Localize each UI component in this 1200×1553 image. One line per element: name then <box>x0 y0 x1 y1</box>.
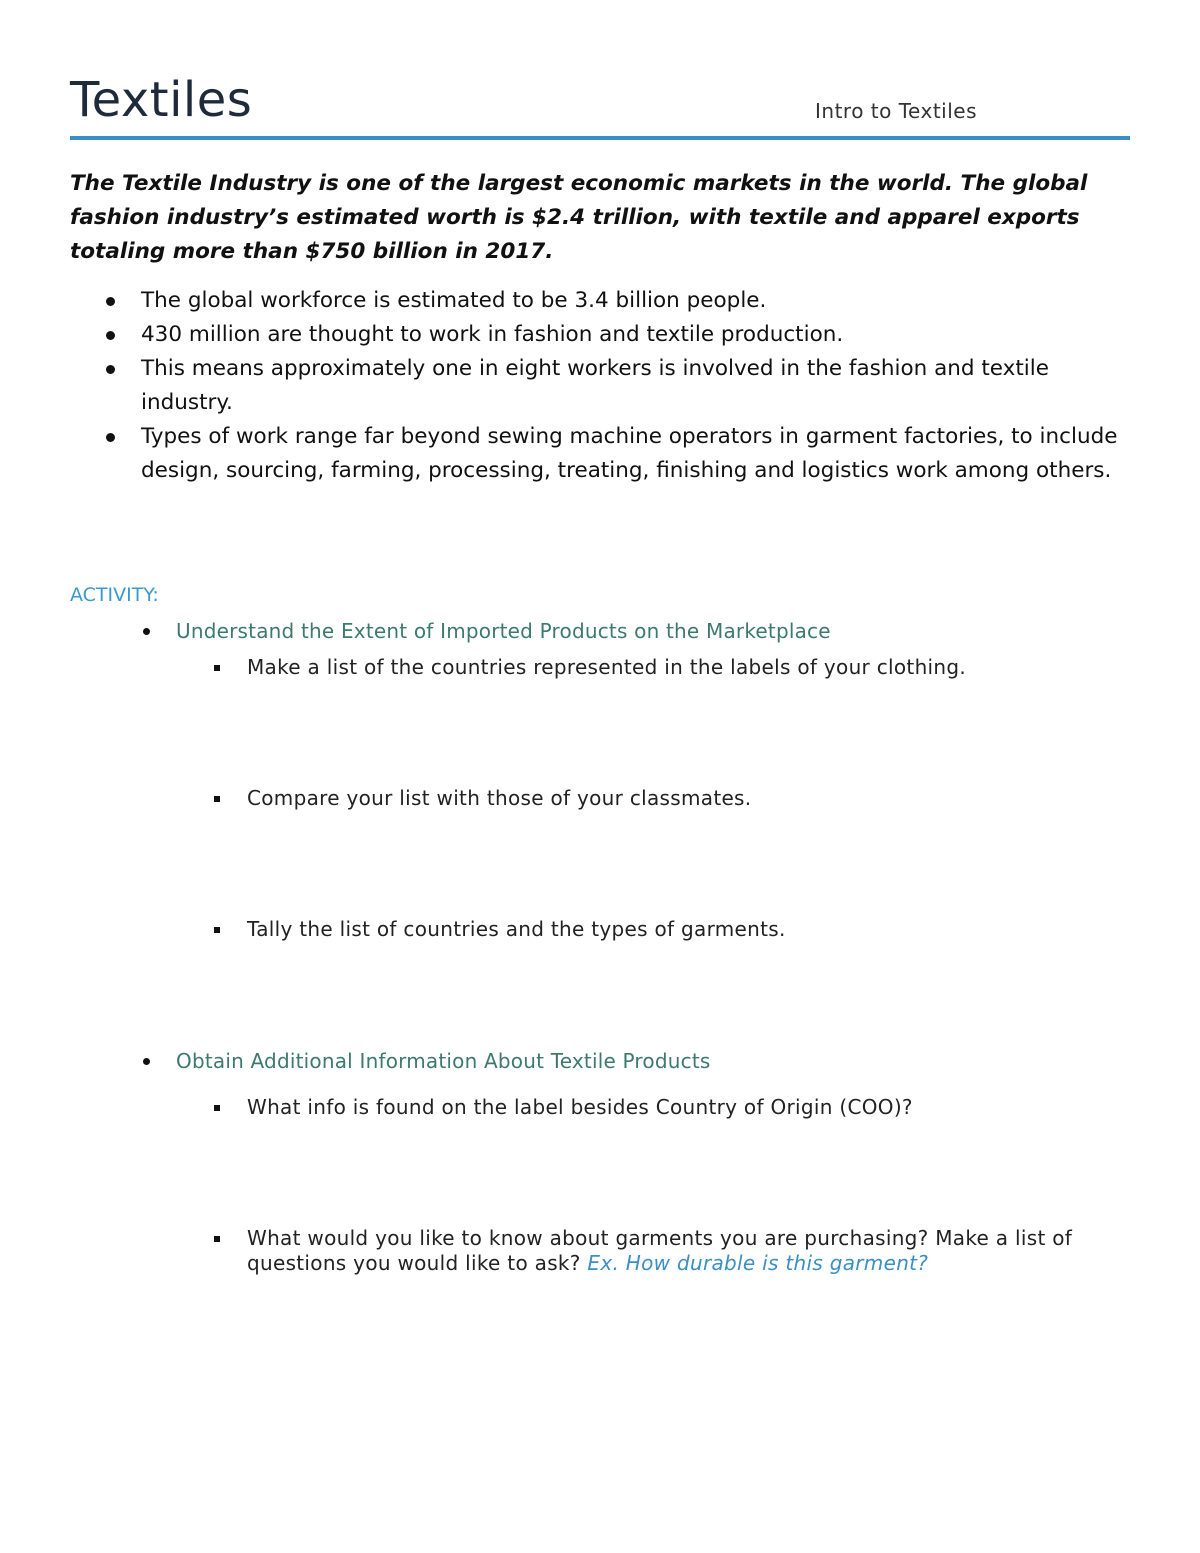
task-text: Make a list of the countries represented in the labels of your clothing. <box>247 655 967 679</box>
intro-paragraph: The Textile Industry is one of the largest economic markets in the world. The global fashion industry’s estimated worth is $2.4 trillion, with textile and apparel exports totaling more than $750 billion in 2017. <box>70 171 1088 264</box>
task-item <box>70 1226 1130 1276</box>
bullet-icon <box>106 297 115 306</box>
section-heading <box>70 1047 1130 1075</box>
section-heading <box>70 617 1130 645</box>
task-item <box>70 655 1130 680</box>
section-heading-text: Obtain Additional Information About Textile Products <box>176 1049 711 1073</box>
bullet-icon <box>106 365 115 374</box>
fact-text: 430 million are thought to work in fashion and textile production. <box>141 322 844 347</box>
bullet-icon <box>106 433 115 442</box>
square-bullet-icon <box>214 796 220 802</box>
bullet-icon <box>106 331 115 340</box>
task-item <box>70 786 1130 811</box>
page-header <box>70 70 1130 140</box>
header-divider <box>70 136 1130 140</box>
task-item <box>70 1095 1130 1120</box>
fact-text: The global workforce is estimated to be 3.4 billion people. <box>141 288 767 313</box>
task-text: What info is found on the label besides Country of Origin (COO)? <box>247 1095 913 1119</box>
page-subtitle: Intro to Textiles <box>815 99 978 123</box>
example-question: Ex. How durable is this garment? <box>587 1251 929 1275</box>
task-text: Tally the list of countries and the types of garments. <box>247 917 786 941</box>
activity-section-imported-products <box>70 617 1130 645</box>
task-text: What would you like to know about garments you are purchasing? Make a list of questions you would like to ask? <box>247 1226 1073 1275</box>
fact-text: Types of work range far beyond sewing machine operators in garment factories, to include design, sourcing, farming, processing, treating, finishing and logistics work among others. <box>141 424 1118 483</box>
section-heading-text: Understand the Extent of Imported Products on the Marketplace <box>176 619 831 643</box>
bullet-icon <box>143 1058 150 1065</box>
square-bullet-icon <box>214 927 220 933</box>
activity-label: ACTIVITY: <box>70 584 159 606</box>
fact-text: This means approximately one in eight workers is involved in the fashion and textile industry. <box>141 356 1049 415</box>
task-item <box>70 917 1130 942</box>
page-title: Textiles <box>70 72 253 128</box>
fact-item <box>70 284 1130 318</box>
facts-list <box>70 284 1130 488</box>
square-bullet-icon <box>214 1236 220 1242</box>
bullet-icon <box>143 628 150 635</box>
activity-section-additional-info <box>70 1047 1130 1075</box>
square-bullet-icon <box>214 1105 220 1111</box>
fact-item <box>70 352 1130 420</box>
square-bullet-icon <box>214 665 220 671</box>
fact-item <box>70 318 1130 352</box>
task-text: Compare your list with those of your classmates. <box>247 786 752 810</box>
fact-item <box>70 420 1130 488</box>
